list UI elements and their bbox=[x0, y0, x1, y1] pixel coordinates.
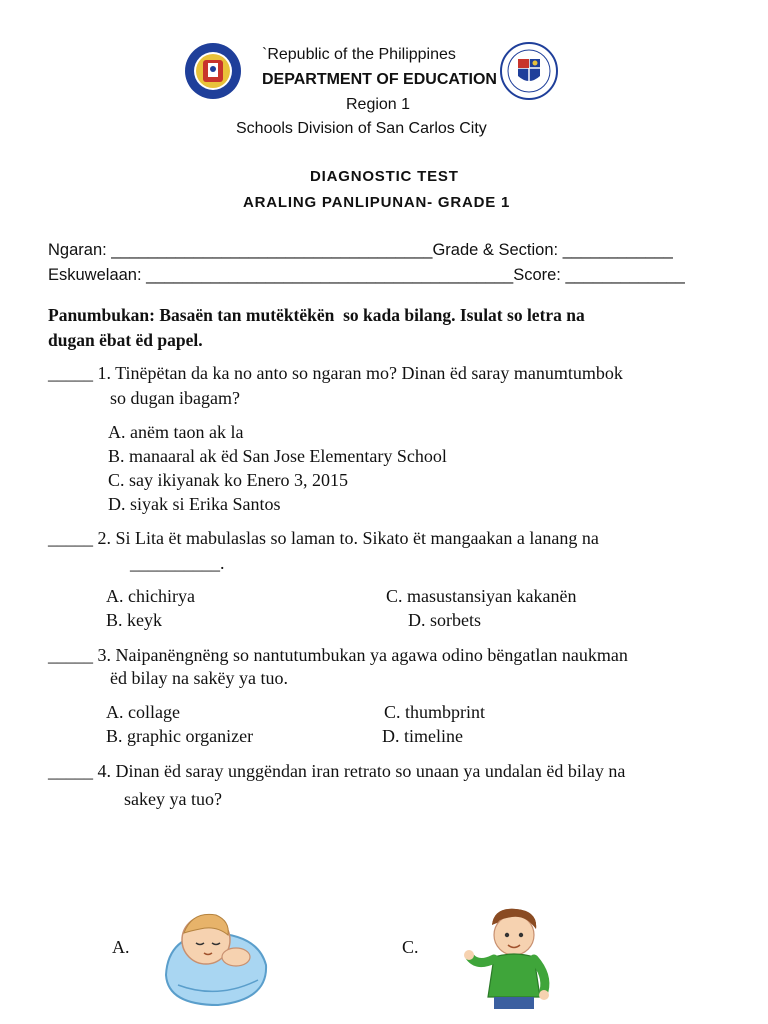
instructions-line-1: Panumbukan: Basaën tan mutëktëkën so kada bilang. Isulat so letra na bbox=[48, 305, 585, 325]
test-subject: ARALING PANLIPUNAN- GRADE 1 bbox=[243, 194, 511, 211]
question-2-choice-d: D. sorbets bbox=[408, 610, 481, 630]
question-2-choice-b: B. keyk bbox=[106, 610, 162, 630]
question-4-choice-c-label: C. bbox=[402, 937, 419, 957]
question-3-choice-b: B. graphic organizer bbox=[106, 726, 254, 746]
question-2-choice-c: C. masustansiyan kakanën bbox=[386, 586, 577, 606]
question-3-choice-a: A. collage bbox=[106, 702, 180, 722]
header-department: DEPARTMENT OF EDUCATION bbox=[262, 71, 497, 88]
header-division: Schools Division of San Carlos City bbox=[236, 120, 487, 137]
question-3-choice-d: D. timeline bbox=[382, 726, 463, 746]
question-2-text: _____ 2. Si Lita ët mabulaslas so laman to. Sikato ët mangaakan a lanang na bbox=[48, 528, 599, 548]
question-1-choice-c: C. say ikiyanak ko Enero 3, 2015 bbox=[108, 470, 348, 490]
test-title: DIAGNOSTIC TEST bbox=[310, 168, 459, 185]
question-1-choice-a: A. anëm taon ak la bbox=[108, 422, 244, 442]
header-region: Region 1 bbox=[346, 96, 411, 113]
question-1-choice-d: D. siyak si Erika Santos bbox=[108, 494, 281, 514]
header-republic: `Republic of the Philippines bbox=[262, 46, 456, 63]
question-1-text-cont: so dugan ibagam? bbox=[110, 388, 240, 408]
kagawaran-ng-edukasyon-seal bbox=[500, 42, 558, 100]
school-score-field-row: Eskuwelaan: ________________________________________Score: _____________ bbox=[48, 266, 685, 284]
question-1-choice-b: B. manaaral ak ëd San Jose Elementary School bbox=[108, 446, 447, 466]
question-2-text-cont: __________. bbox=[130, 553, 225, 573]
question-2-choice-a: A. chichirya bbox=[106, 586, 195, 606]
question-3-text: _____ 3. Naipanëngnëng so nantutumbukan ya agawa odino bëngatlan naukman bbox=[48, 645, 628, 665]
young-boy-image bbox=[464, 905, 564, 1010]
question-4-choice-a-label: A. bbox=[112, 937, 130, 957]
name-grade-field-row: Ngaran: ___________________________________Grade & Section: ____________ bbox=[48, 241, 673, 259]
question-3-choice-c: C. thumbprint bbox=[384, 702, 486, 722]
question-4-text-cont: sakey ya tuo? bbox=[124, 789, 222, 809]
question-1-text: _____ 1. Tinëpëtan da ka no anto so ngaran mo? Dinan ëd saray manumtumbok bbox=[48, 363, 623, 383]
instructions-line-2: dugan ëbat ëd papel. bbox=[48, 330, 203, 350]
deped-region-1-seal bbox=[184, 42, 242, 100]
baby-in-blanket-image bbox=[158, 905, 278, 1010]
question-3-text-cont: ëd bilay na sakëy ya tuo. bbox=[110, 668, 288, 688]
question-4-text: _____ 4. Dinan ëd saray unggëndan iran retrato so unaan ya undalan ëd bilay na bbox=[48, 761, 626, 781]
